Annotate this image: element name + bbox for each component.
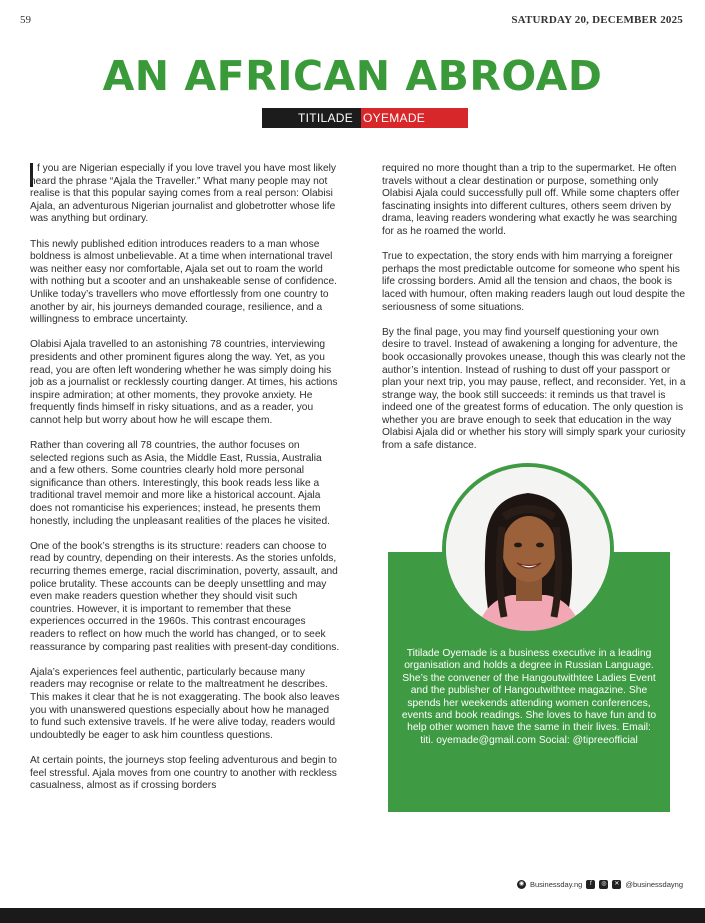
paragraph: Olabisi Ajala travelled to an astonishing 78 countries, interviewing presidents and other prominent figures along the way. Yet, as you read, you are often left wondering whether he was simply doing his job as a journalist or recklessly courting danger. At times, his actions inspire admiration; at other moments, they provoke anxiety. He frequently finds himself in risky situations, and as a reader, you cannot help but worry about how he will escape them.	[30, 339, 338, 426]
social-footer	[517, 880, 683, 889]
page-number: 59	[20, 14, 31, 26]
article-title: AN AFRICAN ABROAD	[102, 52, 603, 100]
paragraph: f you are Nigerian especially if you love travel you have most likely heard the phrase “Ajala the Traveller.” What many people may not realise is that this popular saying comes from a real person: Olabisi Ajala, an adventurous Nigerian journalist and globetrotter whose life was anything but ordinary.	[30, 163, 336, 225]
paragraph: At certain points, the journeys stop feeling adventurous and begin to feel stressful. Ajala moves from one country to another with reckless casualness, almost as if crossing borders	[30, 754, 337, 792]
article-left-column	[30, 163, 340, 805]
author-byline	[262, 108, 468, 128]
instagram-icon: ◎	[601, 881, 607, 887]
author-last-name: OYEMADE	[361, 108, 468, 128]
paragraph: By the final page, you may find yourself questioning your own desire to travel. Instead of awakening a longing for adventure, the book occasionally provokes unease, though this was clearly not the author’s intention. Instead of rushing to dust off your passport or plan your next trip, you may pause, reflect, and reconsider. Yet, in a strange way, the book still succeeds: it reminds us that travel is indeed one of the greatest forms of education. The only question is whether you are brave enough to seek that education in the way Olabisi Ajala did or whether his story will simply spark your curiosity from a safe distance.	[382, 326, 686, 452]
article-right-column	[382, 163, 686, 465]
author-first-name: TITILADE	[262, 108, 361, 128]
paragraph: True to expectation, the story ends with him marrying a foreigner perhaps the most predictable outcome for someone who spent his life crossing borders. Amid all the tension and chaos, the book is laced with humour, often making readers laugh out loud despite the seriousness of some situations.	[382, 251, 685, 313]
facebook-icon: f	[586, 880, 595, 889]
footer-site: Businessday.ng	[529, 880, 583, 889]
author-portrait	[442, 463, 614, 635]
paragraph: required no more thought than a trip to the supermarket. He often travels without a clear destination or purpose, something only Olabisi Ajala could successfully pull off. While some chapters offer fascinating insights into different cultures, others seem driven by drama, leaving readers wondering what exactly he was searching for as he roamed the world.	[382, 163, 680, 237]
paragraph: This newly published edition introduces readers to a man whose boldness is almost unbelievable. At a time when international travel was neither easy nor comfortable, Ajala set out to roam the world with nothing but a scooter and an unshakeable sense of confidence. Unlike today’s travellers who move effortlessly from one country to another by air, his journeys demanded courage, resilience, and a willingness to embrace uncertainty.	[30, 238, 337, 326]
paragraph: Ajala’s experiences feel authentic, particularly because many readers may recognise or relate to the maltreatment he describes. This makes it clear that he is not exaggerating. The book also leaves you with unanswered questions especially about how he managed to fund such extensive travels. If he were alive today, readers would undoubtedly be eager to ask him countless questions.	[30, 666, 340, 741]
issue-date: SATURDAY 20, DECEMBER 2025	[511, 14, 683, 26]
footer-handle: @businessdayng	[625, 880, 683, 889]
x-icon: ✕	[614, 881, 620, 887]
paragraph: Rather than covering all 78 countries, the author focuses on selected regions such as Asia, the Middle East, Russia, Australia and a few others. Some countries clearly hold more personal significance than others. Interestingly, this book reads less like a traditional travel memoir and more like a historical account. Ajala does not romanticise his experiences; instead, he presents them honestly, including the unpleasant realities of the places he visited.	[30, 440, 330, 527]
author-bio-text: Titilade Oyemade is a business executive in a leading organisation and holds a degree in Russian Language. She’s the convener of the Hangoutwithtee Ladies Event and the publisher of Hangoutwithtee magazine. She spends her weekends attending women conferences, events and book readings. She loves to have fun and to help other women have the same in their lives. Email: titi. oyemade@gmail.com Social: @tipreeofficial	[401, 648, 657, 746]
globe-icon: ◉	[518, 881, 525, 887]
paragraph: One of the book’s strengths is its structure: readers can choose to read by country, depending on their interests. As the stories unfolds, recurring themes emerge, racial discrimination, poverty, assault, and police brutality. These accounts can be deeply unsettling and may even make readers question whether they should visit such countries. However, it is important to remember that these experiences occurred in the 1960s. This contrast encourages readers to reflect on how much the world has changed, or to seek reassurance by comparing past realities with present-day conditions.	[30, 540, 340, 653]
bottom-bar	[0, 908, 705, 923]
author-photo-illustration	[446, 467, 610, 631]
